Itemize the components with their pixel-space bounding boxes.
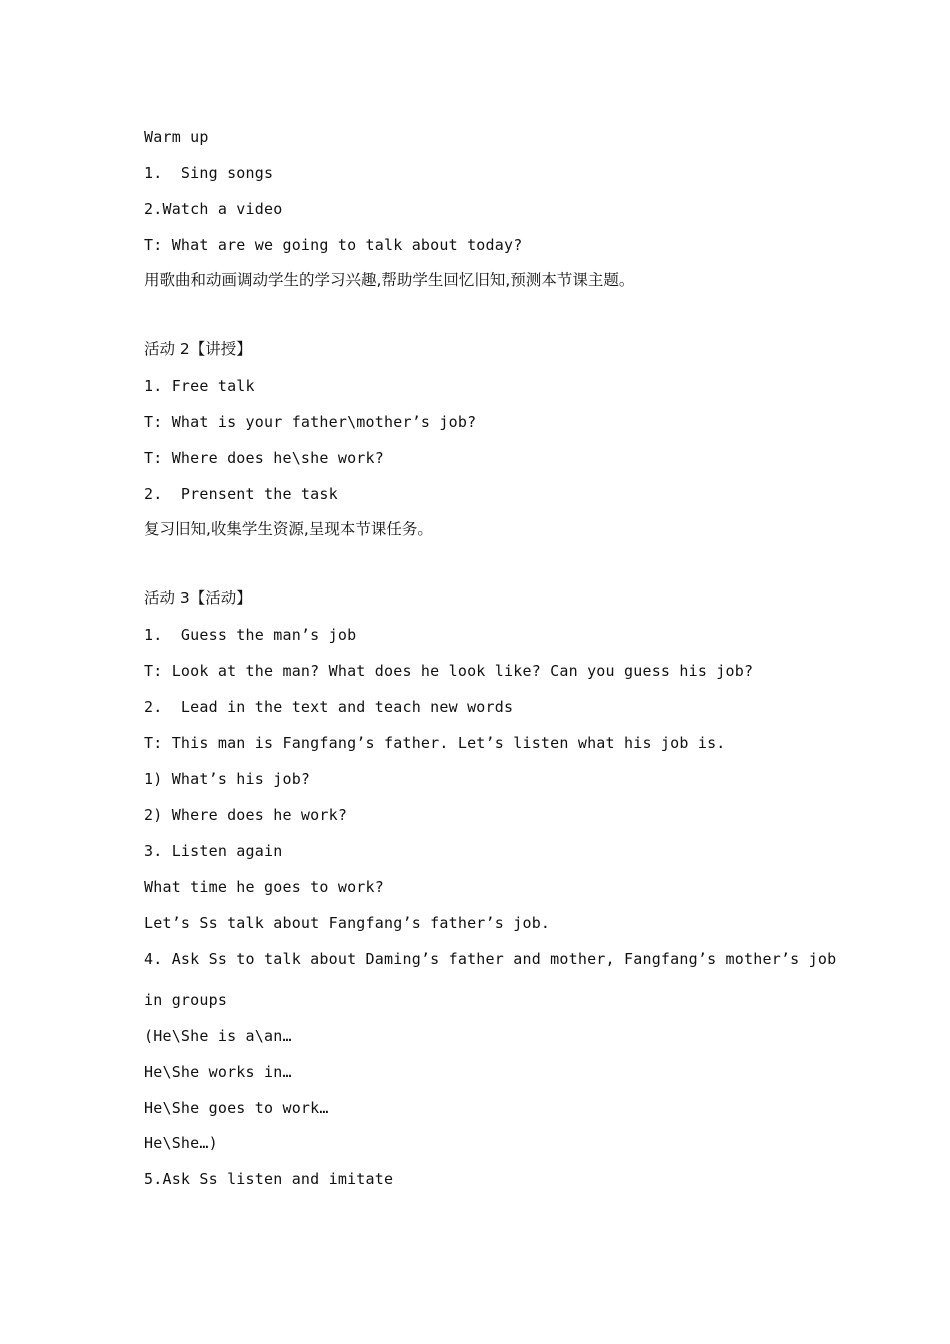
activity3-item-8: What time he goes to work?: [144, 878, 384, 896]
activity3-item-2: T: Look at the man? What does he look like? Can you guess his job?: [144, 662, 754, 680]
activity3-item-13: He\She works in…: [144, 1063, 292, 1081]
activity3-item-9: Let’s Ss talk about Fangfang’s father’s job.: [144, 914, 551, 932]
activity2-item-2: T: What is your father\mother’s job?: [144, 413, 477, 431]
activity3-item-5: 1) What’s his job?: [144, 770, 311, 788]
activity3-item-1: 1. Guess the man’s job: [144, 626, 357, 644]
activity2-item-3: T: Where does he\she work?: [144, 449, 384, 467]
activity2-item-4: 2. Prensent the task: [144, 485, 338, 503]
activity3-item-6: 2) Where does he work?: [144, 806, 348, 824]
activity2-note: 复习旧知,收集学生资源,呈现本节课任务。: [144, 520, 433, 538]
warmup-item-3: T: What are we going to talk about today?: [144, 236, 523, 254]
activity3-item-11: in groups: [144, 991, 228, 1009]
activity3-item-10: 4. Ask Ss to talk about Daming’s father and mother, Fangfang’s mother’s job: [144, 950, 837, 968]
activity2-heading: 活动 2【讲授】: [144, 340, 252, 358]
warmup-item-1: 1. Sing songs: [144, 164, 274, 182]
activity3-item-12: (He\She is a\an…: [144, 1027, 292, 1045]
activity3-item-7: 3. Listen again: [144, 842, 283, 860]
activity3-item-4: T: This man is Fangfang’s father. Let’s listen what his job is.: [144, 734, 726, 752]
warmup-note: 用歌曲和动画调动学生的学习兴趣,帮助学生回忆旧知,预测本节课主题。: [144, 271, 635, 289]
activity2-item-1: 1. Free talk: [144, 377, 255, 395]
activity3-item-16: 5.Ask Ss listen and imitate: [144, 1170, 394, 1188]
activity3-heading: 活动 3【活动】: [144, 589, 252, 607]
activity3-item-14: He\She goes to work…: [144, 1099, 329, 1117]
activity3-item-3: 2. Lead in the text and teach new words: [144, 698, 514, 716]
warmup-title: Warm up: [144, 128, 209, 146]
activity3-item-15: He\She…): [144, 1134, 218, 1152]
warmup-item-2: 2.Watch a video: [144, 200, 283, 218]
